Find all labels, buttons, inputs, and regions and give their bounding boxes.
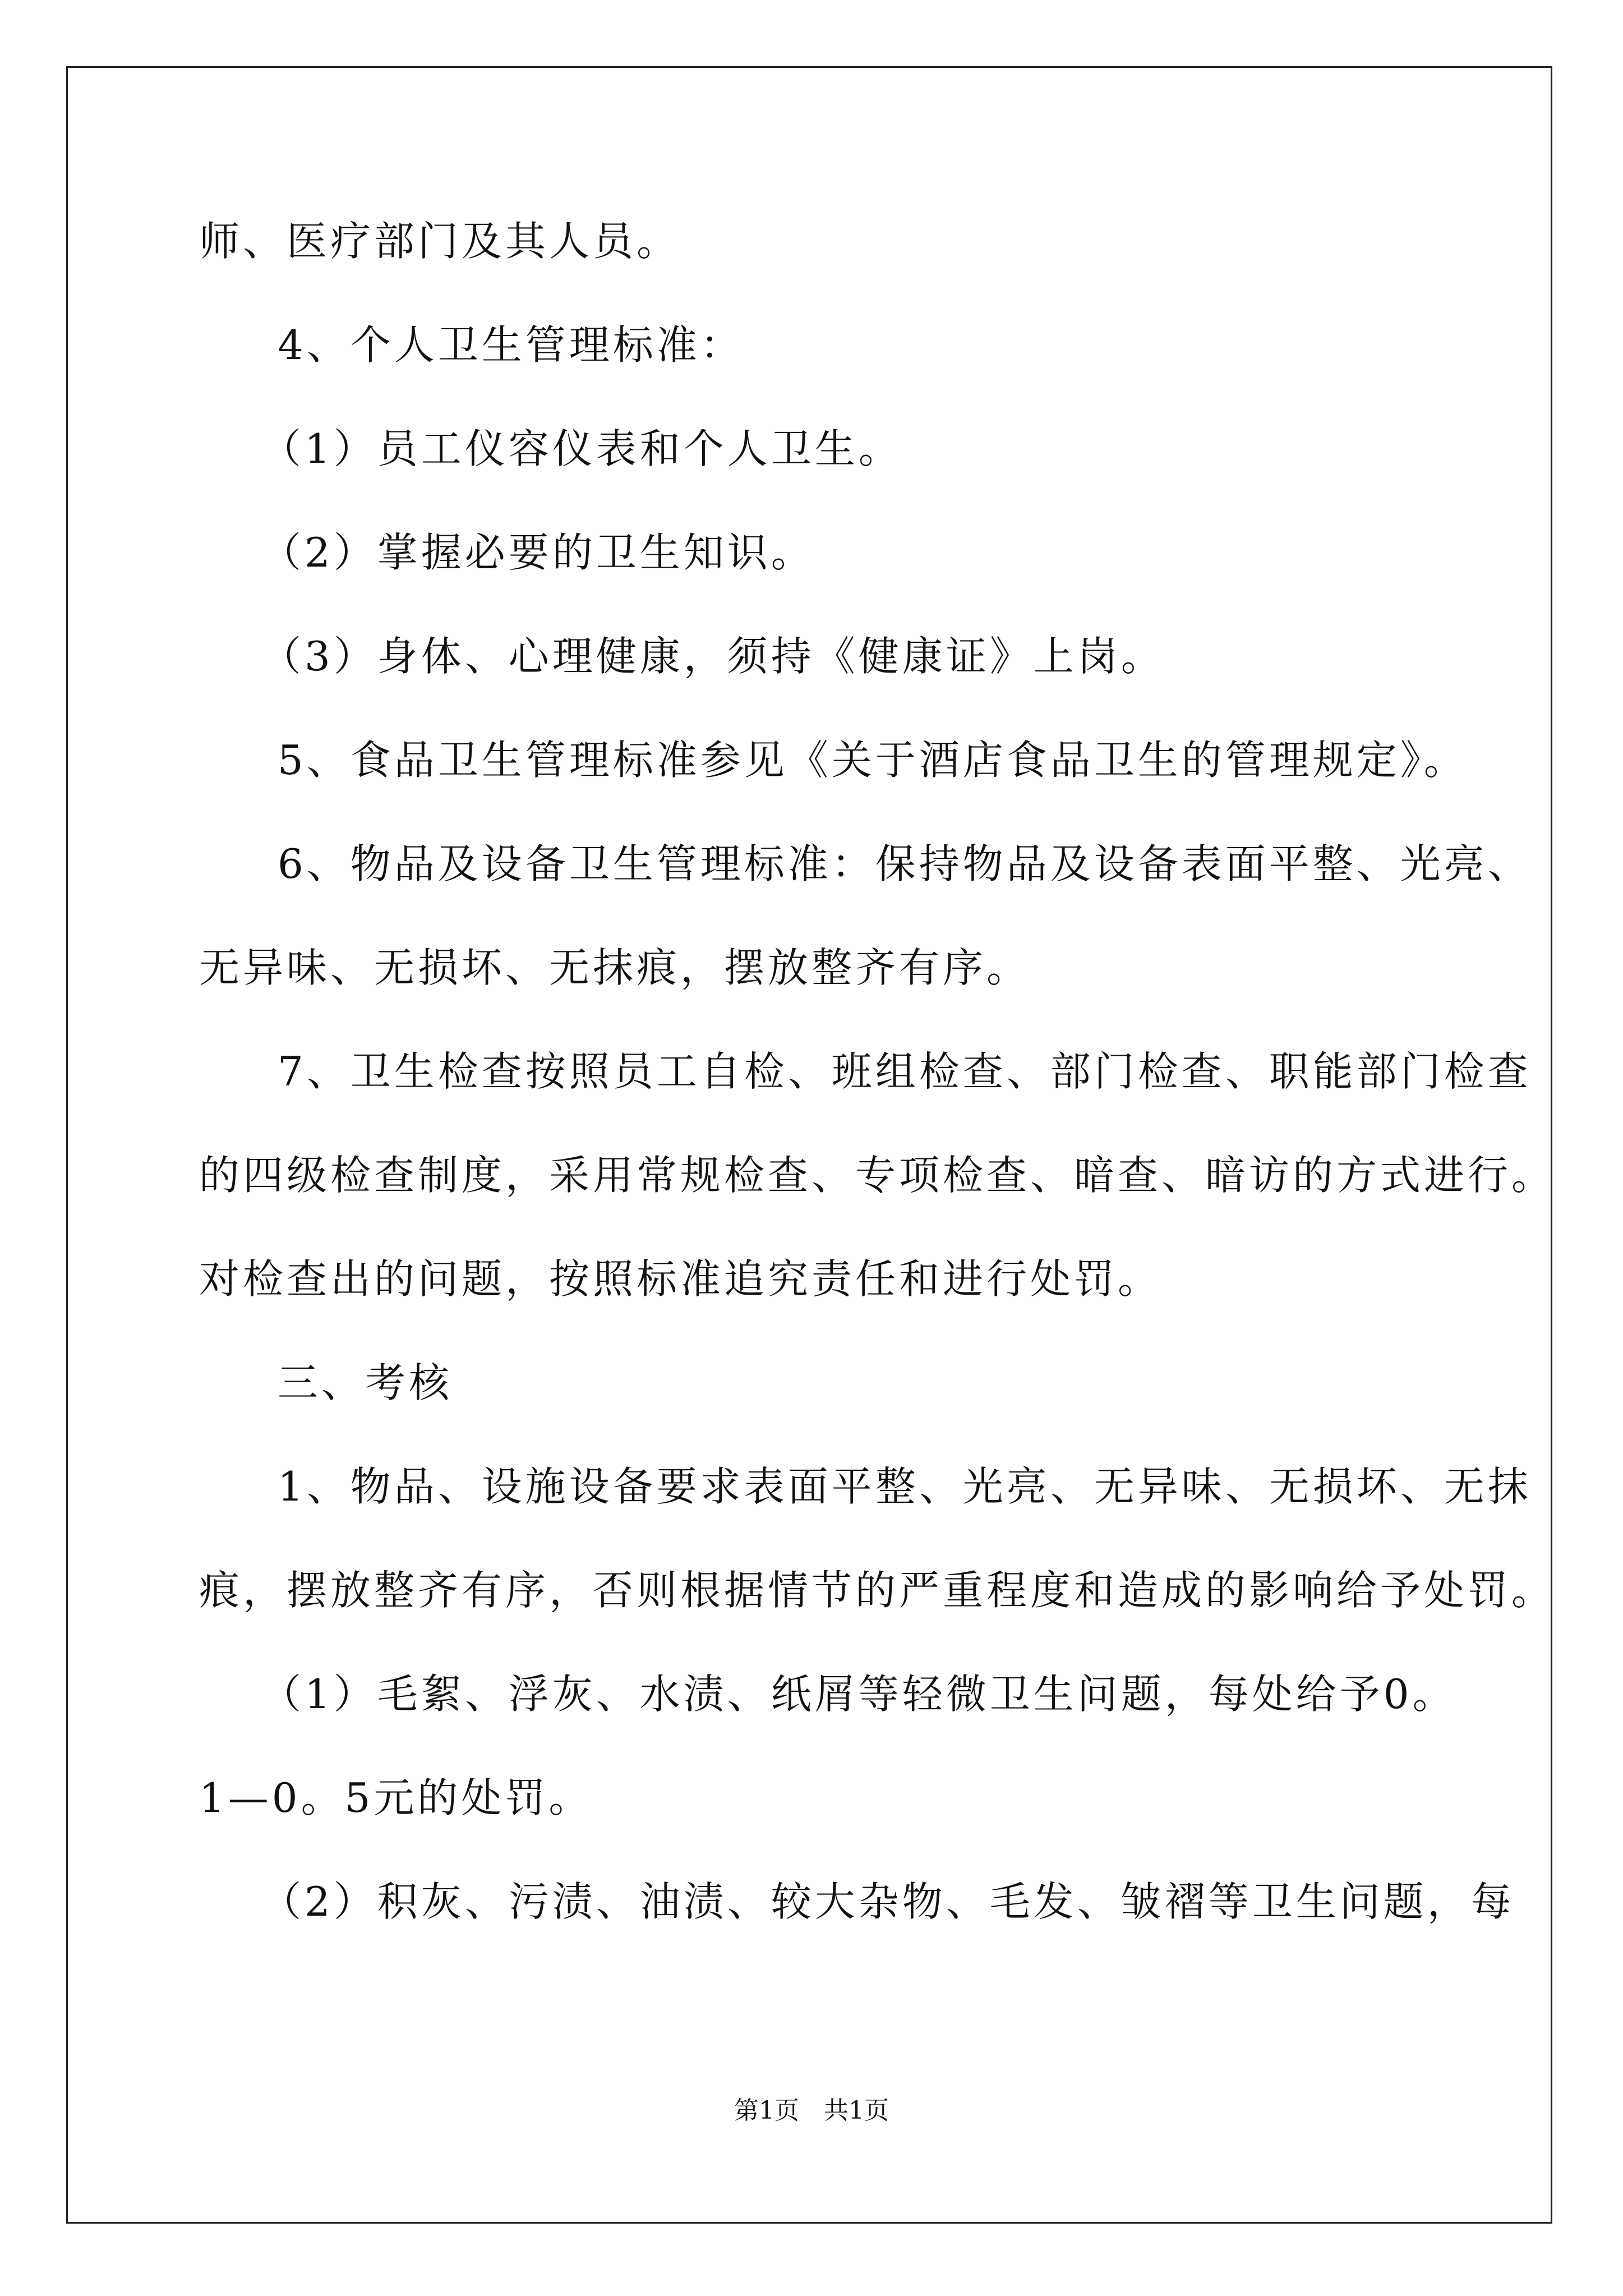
text-line-14: 痕，摆放整齐有序，否则根据情节的严重程度和造成的影响给予处罚。: [199, 1567, 1556, 1614]
text-line-15: （1）毛絮、浮灰、水渍、纸屑等轻微卫生问题，每处给予0。: [261, 1671, 1456, 1718]
text-line-4: （2）掌握必要的卫生知识。: [261, 529, 815, 576]
text-line-17: （2）积灰、污渍、油渍、较大杂物、毛发、皱褶等卫生问题，每: [261, 1878, 1515, 1925]
text-line-2: 4、个人卫生管理标准：: [278, 321, 744, 369]
text-line-1: 师、医疗部门及其人员。: [199, 218, 681, 265]
text-line-6: 5、食品卫生管理标准参见《关于酒店食品卫生的管理规定》。: [278, 737, 1468, 784]
text-line-13: 1、物品、设施设备要求表面平整、光亮、无异味、无损坏、无抹: [278, 1463, 1532, 1510]
text-line-5: （3）身体、心理健康，须持《健康证》上岗。: [261, 633, 1165, 680]
text-line-10: 的四级检查制度，采用常规检查、专项检查、暗查、暗访的方式进行。: [199, 1152, 1556, 1199]
text-line-3: （1）员工仪容仪表和个人卫生。: [261, 425, 902, 472]
text-line-9: 7、卫生检查按照员工自检、班组检查、部门检查、职能部门检查: [278, 1048, 1532, 1095]
text-line-7: 6、物品及设备卫生管理标准：保持物品及设备表面平整、光亮、: [278, 840, 1532, 887]
text-line-11: 对检查出的问题，按照标准追究责任和进行处罚。: [199, 1255, 1162, 1303]
page-footer: 第1页 共1页: [734, 2096, 889, 2125]
section-heading: 三、考核: [278, 1359, 453, 1406]
text-line-16: 1—0。5元的处罚。: [199, 1774, 593, 1821]
text-line-8: 无异味、无损坏、无抹痕，摆放整齐有序。: [199, 944, 1031, 991]
